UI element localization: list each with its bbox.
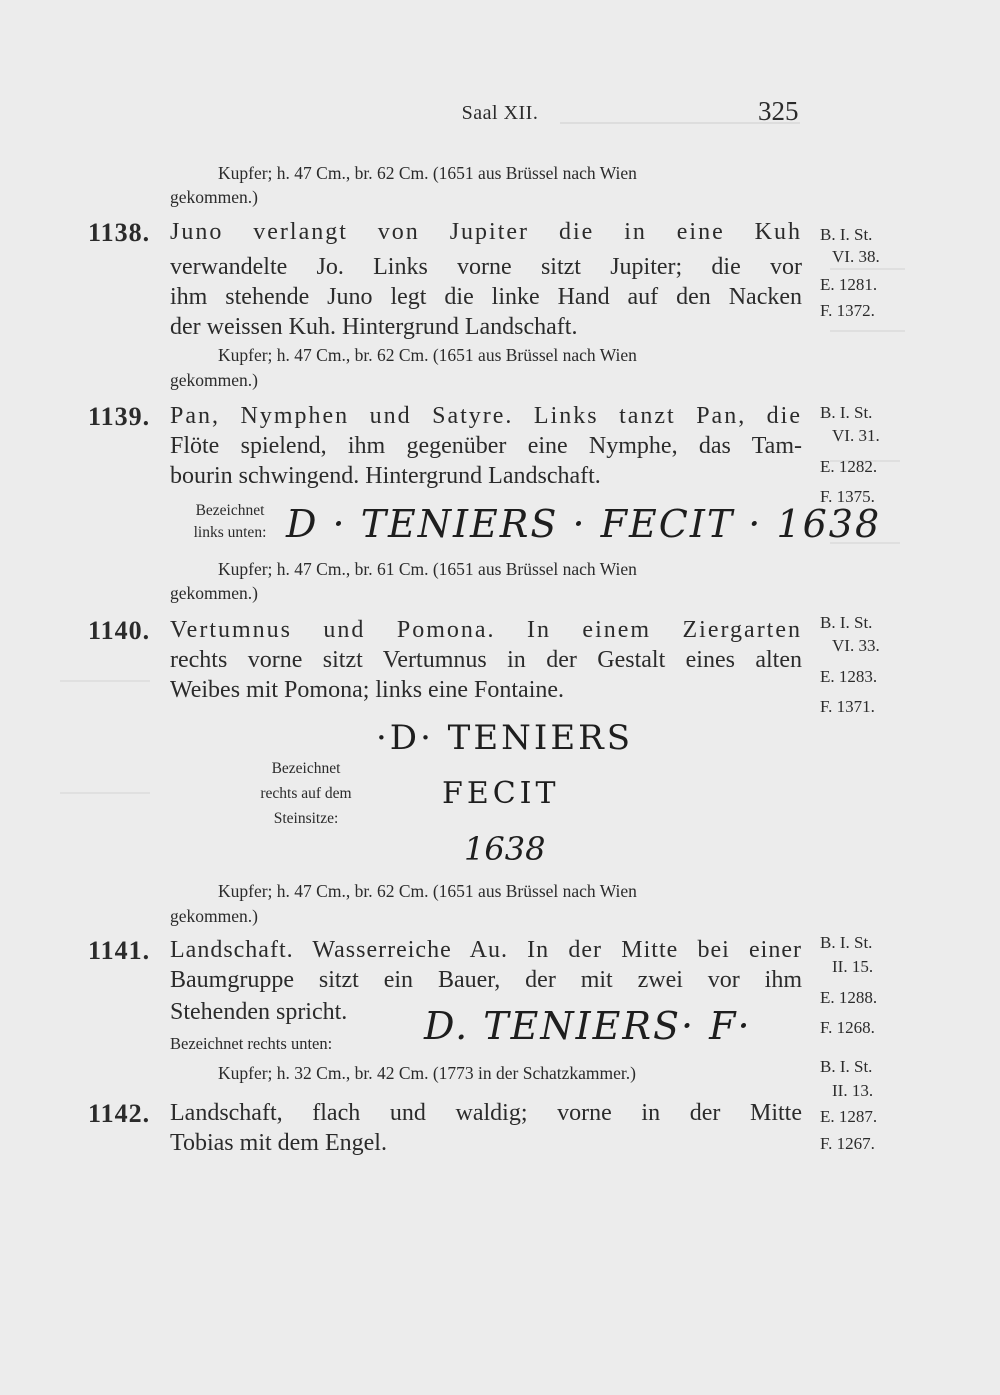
entry-1139-signature-caption-2: links unten: — [193, 524, 267, 541]
entry-1139-ref: VI. 31. — [832, 426, 880, 445]
entry-1140-signature-caption-1: Bezeichnet — [271, 760, 341, 777]
entry-1140-ref: VI. 33. — [832, 636, 880, 655]
entry-1140-line-3: Weibes mit Pomona; links eine Fontaine. — [170, 677, 565, 703]
entry-1142-ref: II. 13. — [832, 1081, 874, 1100]
entry-1141-ref: II. 15. — [832, 957, 874, 976]
entry-number-1138: 1138. — [88, 218, 151, 247]
entry-1141-line-1: Landschaft. Wasserreiche Au. In der Mitte bei einer — [170, 937, 802, 963]
entry-1138-note-1: Kupfer; h. 47 Cm., br. 62 Cm. (1651 aus Brüssel nach Wien — [218, 345, 637, 365]
entry-1140-signature-line-2: FECIT — [442, 776, 560, 811]
intro-note-line-1: Kupfer; h. 47 Cm., br. 62 Cm. (1651 aus Brüssel nach Wien — [218, 163, 637, 183]
running-header: Saal XII. — [461, 102, 539, 124]
entry-1141-note-1: Kupfer; h. 32 Cm., br. 42 Cm. (1773 in der Schatzkammer.) — [218, 1063, 636, 1083]
entry-1139-ref: B. I. St. — [820, 403, 873, 422]
entry-1142-line-2: Tobias mit dem Engel. — [170, 1130, 387, 1156]
entry-1142-ref: E. 1287. — [820, 1107, 878, 1126]
entry-number-1139: 1139. — [88, 402, 151, 431]
entry-number-1142: 1142. — [88, 1099, 151, 1128]
entry-1140-note-1: Kupfer; h. 47 Cm., br. 62 Cm. (1651 aus Brüssel nach Wien — [218, 881, 637, 901]
entry-number-1141: 1141. — [88, 936, 151, 965]
entry-1142-ref: F. 1267. — [820, 1134, 875, 1153]
entry-1139-note-2: gekommen.) — [170, 583, 258, 603]
entry-1140-note-2: gekommen.) — [170, 906, 258, 926]
entry-1140-ref: B. I. St. — [820, 613, 873, 632]
entry-1141-ref: F. 1268. — [820, 1018, 875, 1037]
entry-1141-signature-caption: Bezeichnet rechts unten: — [170, 1034, 333, 1053]
entry-1141-signature: D. TENIERS· F· — [424, 1004, 752, 1048]
entry-1140-signature-caption-2: rechts auf dem — [260, 785, 352, 802]
entry-1138-ref: F. 1372. — [820, 301, 875, 320]
entry-1141-ref: E. 1288. — [820, 988, 878, 1007]
entry-1138-note-2: gekommen.) — [170, 370, 258, 390]
entry-number-1140: 1140. — [88, 616, 151, 645]
entry-1142-line-1: Landschaft, flach und waldig; vorne in der Mitte — [170, 1100, 802, 1126]
entry-1139-line-1: Pan, Nymphen und Satyre. Links tanzt Pan, die — [170, 403, 802, 429]
entry-1141-line-3: Stehenden spricht. — [170, 999, 348, 1025]
entry-1140-ref: E. 1283. — [820, 667, 878, 686]
entry-1139-ref: F. 1375. — [820, 487, 875, 506]
entry-1138-line-4: der weissen Kuh. Hintergrund Landschaft. — [170, 314, 578, 340]
entry-1138-ref: B. I. St. — [820, 225, 873, 244]
entry-1138-ref: E. 1281. — [820, 275, 878, 294]
entry-1140-signature-caption-3: Steinsitze: — [273, 810, 339, 827]
intro-note-line-2: gekommen.) — [170, 187, 258, 207]
entry-1140-signature-line-1: ·D· TENIERS — [376, 718, 634, 758]
entry-1141-ref: B. I. St. — [820, 933, 873, 952]
entry-1140-signature-line-3: 1638 — [464, 830, 546, 868]
entry-1139-line-2: Flöte spielend, ihm gegenüber eine Nymphe, das Tam- — [170, 433, 802, 459]
entry-1140-line-2: rechts vorne sitzt Vertumnus in der Gestalt eines alten — [170, 647, 802, 673]
bleed-through-mark — [60, 680, 150, 794]
entry-1138-line-1: Juno verlangt von Jupiter die in eine Kuh — [170, 219, 802, 245]
entry-1139-ref: E. 1282. — [820, 457, 878, 476]
entry-1139-line-3: bourin schwingend. Hintergrund Landschaft. — [170, 463, 601, 489]
entry-1139-signature-caption-1: Bezeichnet — [195, 502, 265, 519]
page-number: 325 — [758, 96, 799, 126]
entry-1138-ref: VI. 38. — [832, 247, 880, 266]
entry-1142-ref: B. I. St. — [820, 1057, 873, 1076]
entry-1139-note-1: Kupfer; h. 47 Cm., br. 61 Cm. (1651 aus Brüssel nach Wien — [218, 559, 637, 579]
entry-1139-signature: D · TENIERS · FECIT · 1638 — [286, 502, 882, 546]
entry-1141-line-2: Baumgruppe sitzt ein Bauer, der mit zwei vor ihm — [170, 967, 802, 993]
entry-1140-ref: F. 1371. — [820, 697, 875, 716]
entry-1140-line-1: Vertumnus und Pomona. In einem Ziergarten — [170, 617, 802, 643]
entry-1138-line-3: ihm stehende Juno legt die linke Hand auf den Nacken — [170, 284, 802, 310]
entry-1138-line-2: verwandelte Jo. Links vorne sitzt Jupiter; die vor — [170, 254, 802, 280]
